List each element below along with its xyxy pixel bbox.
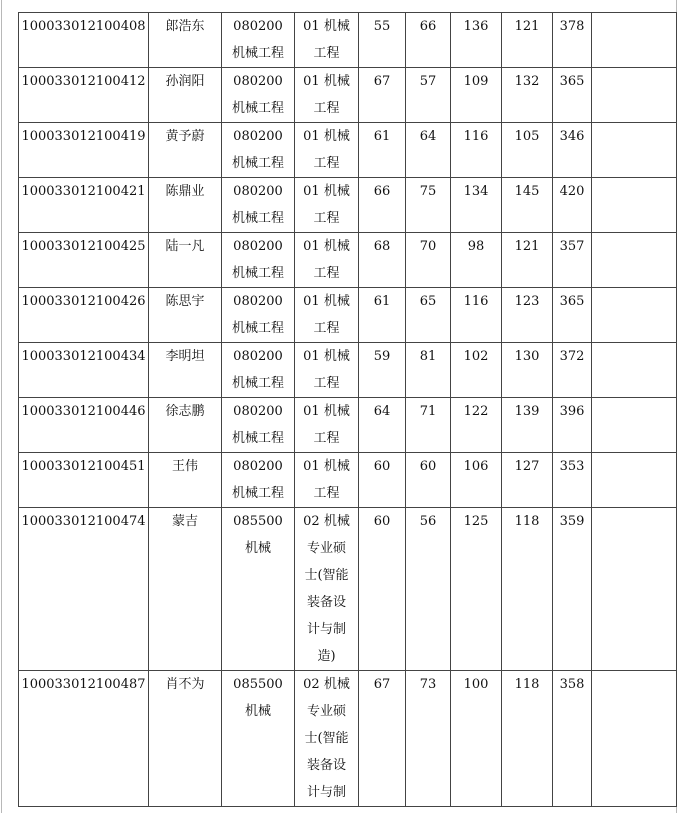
total-score-cell: 420 xyxy=(553,178,592,233)
major-line: 080200 xyxy=(233,19,283,34)
table-body xyxy=(19,13,677,807)
exam-id-cell: 100033012100425 xyxy=(19,233,149,288)
major-line: 机械工程 xyxy=(231,266,284,281)
subject-score-cell: 71 xyxy=(406,398,451,453)
student-name-cell: 黄予蔚 xyxy=(149,123,222,178)
subject-score-cell: 75 xyxy=(406,178,451,233)
direction-line: 工程 xyxy=(313,321,340,336)
subject-score-cell: 66 xyxy=(359,178,406,233)
note-cell xyxy=(592,343,677,398)
subject-score-cell: 132 xyxy=(502,68,553,123)
total-score-cell: 396 xyxy=(553,398,592,453)
direction-line: 计与制 xyxy=(306,622,346,637)
direction-line: 02 机械 xyxy=(303,514,350,529)
subject-score-cell: 59 xyxy=(359,343,406,398)
note-cell xyxy=(592,288,677,343)
major-line: 080200 xyxy=(233,404,283,419)
direction-line: 01 机械 xyxy=(303,459,350,474)
major-line: 机械工程 xyxy=(231,211,284,226)
major-line: 机械工程 xyxy=(231,156,284,171)
major-cell xyxy=(222,453,295,508)
major-line: 080200 xyxy=(233,74,283,89)
total-score-cell: 365 xyxy=(553,68,592,123)
direction-text xyxy=(295,453,358,507)
direction-line: 造) xyxy=(317,649,336,664)
direction-line: 01 机械 xyxy=(303,184,350,199)
major-line: 080200 xyxy=(233,239,283,254)
direction-line: 工程 xyxy=(313,156,340,171)
major-cell xyxy=(222,671,295,807)
subject-score-cell: 55 xyxy=(359,13,406,68)
major-cell xyxy=(222,233,295,288)
direction-text xyxy=(295,13,358,67)
exam-id-cell: 100033012100434 xyxy=(19,343,149,398)
student-name-cell: 孙润阳 xyxy=(149,68,222,123)
subject-score-cell: 145 xyxy=(502,178,553,233)
direction-line: 计与制 xyxy=(306,785,346,800)
subject-score-cell: 56 xyxy=(406,508,451,671)
direction-line: 01 机械 xyxy=(303,239,350,254)
direction-text xyxy=(295,343,358,397)
score-table xyxy=(18,12,677,807)
subject-score-cell: 64 xyxy=(359,398,406,453)
subject-score-cell: 60 xyxy=(406,453,451,508)
direction-text xyxy=(295,178,358,232)
subject-score-cell: 98 xyxy=(451,233,502,288)
subject-score-cell: 60 xyxy=(359,453,406,508)
student-name-cell: 陈鼎业 xyxy=(149,178,222,233)
table-row xyxy=(19,288,677,343)
student-name-cell: 肖不为 xyxy=(149,671,222,807)
subject-score-cell: 116 xyxy=(451,288,502,343)
major-line: 085500 xyxy=(233,677,283,692)
subject-score-cell: 61 xyxy=(359,288,406,343)
major-line: 机械工程 xyxy=(231,101,284,116)
subject-score-cell: 109 xyxy=(451,68,502,123)
direction-line: 01 机械 xyxy=(303,19,350,34)
total-score-cell: 346 xyxy=(553,123,592,178)
subject-score-cell: 118 xyxy=(502,508,553,671)
total-score-cell: 372 xyxy=(553,343,592,398)
student-name-cell: 王伟 xyxy=(149,453,222,508)
major-line: 080200 xyxy=(233,129,283,144)
major-cell xyxy=(222,508,295,671)
note-cell xyxy=(592,398,677,453)
exam-id-cell: 100033012100426 xyxy=(19,288,149,343)
direction-cell xyxy=(295,13,359,68)
subject-score-cell: 106 xyxy=(451,453,502,508)
note-cell xyxy=(592,13,677,68)
subject-score-cell: 136 xyxy=(451,13,502,68)
direction-line: 01 机械 xyxy=(303,349,350,364)
direction-line: 01 机械 xyxy=(303,129,350,144)
direction-text xyxy=(295,508,358,670)
direction-cell xyxy=(295,178,359,233)
subject-score-cell: 118 xyxy=(502,671,553,807)
total-score-cell: 365 xyxy=(553,288,592,343)
table-row xyxy=(19,671,677,807)
major-cell xyxy=(222,398,295,453)
direction-cell xyxy=(295,671,359,807)
exam-id-cell: 100033012100408 xyxy=(19,13,149,68)
major-line: 080200 xyxy=(233,184,283,199)
exam-id-cell: 100033012100419 xyxy=(19,123,149,178)
total-score-cell: 378 xyxy=(553,13,592,68)
exam-id-cell: 100033012100446 xyxy=(19,398,149,453)
major-line: 080200 xyxy=(233,294,283,309)
major-cell xyxy=(222,13,295,68)
major-line: 080200 xyxy=(233,459,283,474)
subject-score-cell: 67 xyxy=(359,68,406,123)
exam-id-cell: 100033012100412 xyxy=(19,68,149,123)
subject-score-cell: 127 xyxy=(502,453,553,508)
direction-line: 工程 xyxy=(313,46,340,61)
direction-line: 工程 xyxy=(313,431,340,446)
direction-cell xyxy=(295,233,359,288)
direction-cell xyxy=(295,398,359,453)
subject-score-cell: 70 xyxy=(406,233,451,288)
direction-cell xyxy=(295,68,359,123)
major-line: 机械 xyxy=(244,704,271,719)
major-line: 机械 xyxy=(244,541,271,556)
note-cell xyxy=(592,671,677,807)
subject-score-cell: 121 xyxy=(502,233,553,288)
direction-line: 专业硕 xyxy=(306,704,346,719)
major-line: 机械工程 xyxy=(231,46,284,61)
major-line: 机械工程 xyxy=(231,486,284,501)
subject-score-cell: 61 xyxy=(359,123,406,178)
subject-score-cell: 73 xyxy=(406,671,451,807)
table-row xyxy=(19,508,677,671)
total-score-cell: 353 xyxy=(553,453,592,508)
major-line: 机械工程 xyxy=(231,321,284,336)
subject-score-cell: 125 xyxy=(451,508,502,671)
direction-line: 02 机械 xyxy=(303,677,350,692)
note-cell xyxy=(592,453,677,508)
student-name-cell: 徐志鹏 xyxy=(149,398,222,453)
subject-score-cell: 66 xyxy=(406,13,451,68)
direction-cell xyxy=(295,453,359,508)
direction-line: 01 机械 xyxy=(303,404,350,419)
direction-line: 工程 xyxy=(313,101,340,116)
direction-line: 工程 xyxy=(313,486,340,501)
subject-score-cell: 67 xyxy=(359,671,406,807)
direction-cell xyxy=(295,123,359,178)
table-row xyxy=(19,178,677,233)
direction-text xyxy=(295,398,358,452)
direction-text xyxy=(295,68,358,122)
major-cell xyxy=(222,123,295,178)
table-row xyxy=(19,123,677,178)
direction-line: 士(智能 xyxy=(304,731,349,746)
major-cell xyxy=(222,68,295,123)
table-row xyxy=(19,68,677,123)
direction-line: 装备设 xyxy=(306,595,346,610)
exam-id-cell: 100033012100474 xyxy=(19,508,149,671)
note-cell xyxy=(592,233,677,288)
note-cell xyxy=(592,123,677,178)
note-cell xyxy=(592,508,677,671)
page-edge-left xyxy=(1,0,2,813)
subject-score-cell: 60 xyxy=(359,508,406,671)
subject-score-cell: 134 xyxy=(451,178,502,233)
subject-score-cell: 121 xyxy=(502,13,553,68)
major-cell xyxy=(222,288,295,343)
student-name-cell: 郎浩东 xyxy=(149,13,222,68)
direction-line: 装备设 xyxy=(306,758,346,773)
direction-line: 01 机械 xyxy=(303,74,350,89)
total-score-cell: 359 xyxy=(553,508,592,671)
table-row xyxy=(19,398,677,453)
major-line: 080200 xyxy=(233,349,283,364)
note-cell xyxy=(592,68,677,123)
direction-line: 工程 xyxy=(313,376,340,391)
subject-score-cell: 65 xyxy=(406,288,451,343)
direction-text xyxy=(295,233,358,287)
total-score-cell: 357 xyxy=(553,233,592,288)
direction-cell xyxy=(295,288,359,343)
direction-line: 01 机械 xyxy=(303,294,350,309)
subject-score-cell: 123 xyxy=(502,288,553,343)
table-row xyxy=(19,13,677,68)
direction-text xyxy=(295,123,358,177)
major-cell xyxy=(222,343,295,398)
subject-score-cell: 100 xyxy=(451,671,502,807)
direction-line: 工程 xyxy=(313,211,340,226)
table-row xyxy=(19,233,677,288)
note-cell xyxy=(592,178,677,233)
exam-id-cell: 100033012100421 xyxy=(19,178,149,233)
subject-score-cell: 81 xyxy=(406,343,451,398)
subject-score-cell: 68 xyxy=(359,233,406,288)
exam-id-cell: 100033012100487 xyxy=(19,671,149,807)
student-name-cell: 李明坦 xyxy=(149,343,222,398)
total-score-cell: 358 xyxy=(553,671,592,807)
subject-score-cell: 57 xyxy=(406,68,451,123)
direction-line: 工程 xyxy=(313,266,340,281)
table-row xyxy=(19,453,677,508)
subject-score-cell: 102 xyxy=(451,343,502,398)
subject-score-cell: 64 xyxy=(406,123,451,178)
table-row xyxy=(19,343,677,398)
student-name-cell: 蒙吉 xyxy=(149,508,222,671)
student-name-cell: 陈思宇 xyxy=(149,288,222,343)
subject-score-cell: 105 xyxy=(502,123,553,178)
direction-cell xyxy=(295,508,359,671)
subject-score-cell: 122 xyxy=(451,398,502,453)
major-line: 机械工程 xyxy=(231,431,284,446)
major-line: 机械工程 xyxy=(231,376,284,391)
subject-score-cell: 116 xyxy=(451,123,502,178)
student-name-cell: 陆一凡 xyxy=(149,233,222,288)
subject-score-cell: 130 xyxy=(502,343,553,398)
direction-line: 专业硕 xyxy=(306,541,346,556)
direction-text xyxy=(295,671,358,806)
subject-score-cell: 139 xyxy=(502,398,553,453)
direction-cell xyxy=(295,343,359,398)
major-cell xyxy=(222,178,295,233)
direction-text xyxy=(295,288,358,342)
exam-id-cell: 100033012100451 xyxy=(19,453,149,508)
major-line: 085500 xyxy=(233,514,283,529)
direction-line: 士(智能 xyxy=(304,568,349,583)
